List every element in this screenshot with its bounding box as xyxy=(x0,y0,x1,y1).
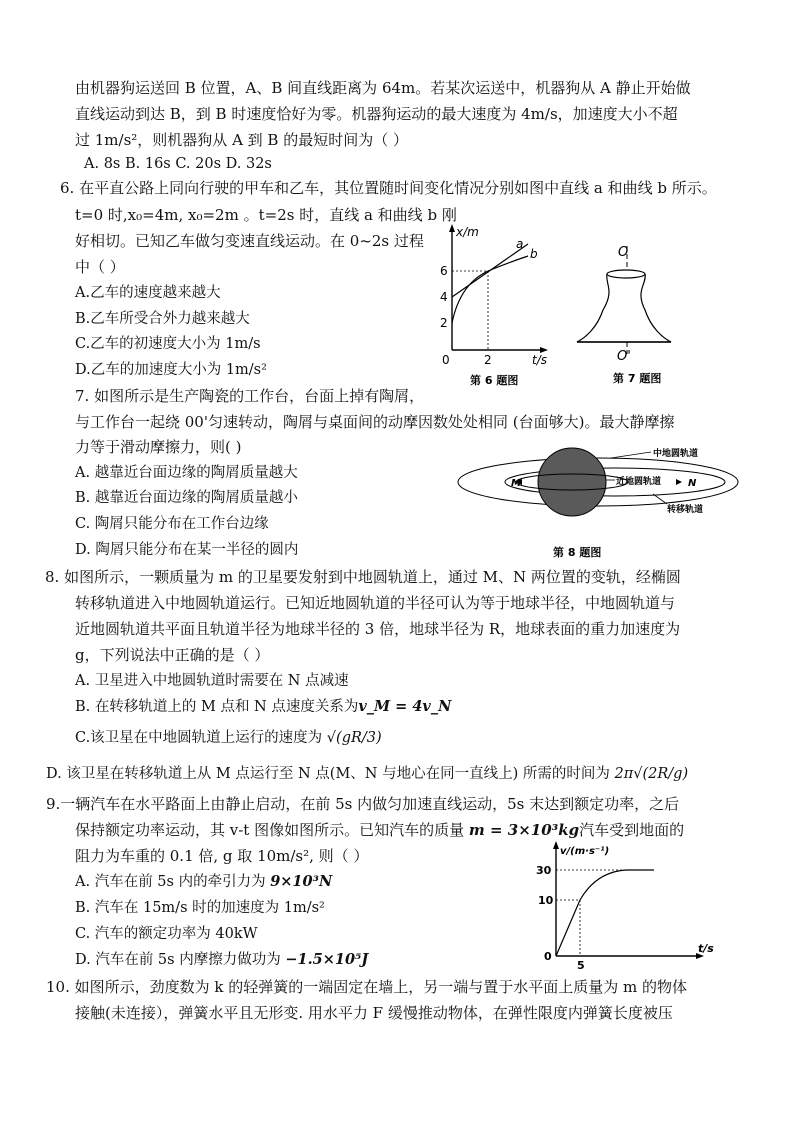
q6-option-c: C.乙车的初速度大小为 1m/s xyxy=(75,336,261,352)
vt-linear-segment xyxy=(556,900,580,956)
q8-option-b-formula: v_M = 4v_N xyxy=(358,698,452,715)
q8-option-b-text: B. 在转移轨道上的 M 点和 N 点速度关系为 xyxy=(75,699,359,715)
q8-line-4: g，下列说法中正确的是（ ） xyxy=(75,646,270,664)
q9-line-1: 9.一辆汽车在水平路面上由静止启动，在前 5s 内做匀加速直线运动，5s 末达到额定功率，之后 xyxy=(46,795,680,813)
t-tick-0: 0 xyxy=(544,950,552,963)
label-a: a xyxy=(516,237,524,251)
q7-option-a: A. 越靠近台面边缘的陶屑质量越大 xyxy=(75,465,298,481)
v-tick-10: 10 xyxy=(538,894,554,907)
q8-option-c-text: C.该卫星在中地圆轨道上运行的速度为 xyxy=(75,730,323,746)
figure-7-caption: 第 7 题图 xyxy=(613,372,662,385)
q9-option-a xyxy=(75,872,332,892)
figure-9-vt-graph xyxy=(528,838,718,974)
label-n: N xyxy=(688,478,697,489)
q8-line-2: 转移轨道进入中地圆轨道运行。已知近地圆轨道的半径可认为等于地球半径，中地圆轨道与 xyxy=(75,594,676,612)
q8-option-d-formula: 2π√(2R/g) xyxy=(614,766,689,782)
label-transfer-orbit: 转移轨道 xyxy=(667,505,704,515)
t-axis-label: t/s xyxy=(698,942,714,955)
q6-line-4: 中（ ） xyxy=(75,258,125,276)
q8-option-c-formula: √(gR/3) xyxy=(326,730,382,746)
q6-option-b: B.乙车所受合外力越来越大 xyxy=(75,311,250,327)
q9-option-d-formula: −1.5×10⁵J xyxy=(285,951,369,968)
q6-option-a: A.乙车的速度越来越大 xyxy=(75,285,221,301)
label-o: O xyxy=(618,245,629,260)
y-tick-2: 2 xyxy=(440,316,448,330)
q9-line-2-tail: 汽车受到地面的 xyxy=(579,821,685,839)
x-axis-label: t/s xyxy=(532,353,547,367)
q9-option-a-formula: 9×10³N xyxy=(270,873,333,890)
q10-line-1: 10. 如图所示，劲度数为 k 的轻弹簧的一端固定在墙上，另一端与置于水平面上质量为 m 的物体 xyxy=(46,978,688,996)
q5-options: A. 8s B. 16s C. 20s D. 32s xyxy=(84,156,272,172)
q8-line-1: 8. 如图所示，一颗质量为 m 的卫星要发射到中地圆轨道上，通过 M、N 两位置的变轨，经椭圆 xyxy=(45,568,681,586)
q6-line-3: 好相切。已知乙车做匀变速直线运动。在 0~2s 过程 xyxy=(75,232,424,250)
q9-option-d-text: D. 汽车在前 5s 内摩擦力做功为 xyxy=(75,952,281,968)
wheel-body xyxy=(577,274,671,342)
label-m: M xyxy=(511,478,521,489)
figure-8-caption: 第 8 题图 xyxy=(553,546,602,559)
figure-8-orbits xyxy=(453,446,743,562)
wheel-top xyxy=(607,270,645,278)
figure-6-caption: 第 6 题图 xyxy=(470,374,519,387)
t-tick-5: 5 xyxy=(577,959,585,972)
q8-option-b xyxy=(75,697,451,717)
q6-option-d: D.乙车的加速度大小为 1m/s² xyxy=(75,362,267,378)
leader-mid xyxy=(611,452,651,458)
q10-line-2: 接触(未连接），弹簧水平且无形变. 用水平力 F 缓慢推动物体，在弹性限度内弹簧长度被压 xyxy=(75,1004,673,1022)
leader-transfer xyxy=(653,494,667,504)
q9-line-2-text: 保持额定功率运动，其 v-t 图像如图所示。已知汽车的质量 xyxy=(75,821,465,839)
q9-option-a-text: A. 汽车在前 5s 内的牵引力为 xyxy=(75,874,266,890)
x-tick-2: 2 xyxy=(484,353,492,367)
y-axis-arrow xyxy=(449,224,455,232)
q7-option-d: D. 陶屑只能分布在某一半径的圆内 xyxy=(75,542,299,558)
q7-line-2: 与工作台一起绕 00'匀速转动，陶屑与桌面间的动摩因数处处相同 (台面够大)。最大静摩擦 xyxy=(75,413,675,431)
x-tick-0: 0 xyxy=(442,353,450,367)
q5-line-2: 直线运动到达 B，到 B 时速度恰好为零。机器狗运动的最大速度为 4m/s，加速度大小不超 xyxy=(75,105,678,123)
q7-line-1: 7. 如图所示是生产陶瓷的工作台，台面上掉有陶屑， xyxy=(75,387,425,405)
vt-curve-segment xyxy=(580,870,626,900)
earth xyxy=(538,448,606,516)
q7-option-b: B. 越靠近台面边缘的陶屑质量越小 xyxy=(75,490,298,506)
figure-7-pottery-wheel xyxy=(575,236,685,388)
y-tick-6: 6 xyxy=(440,264,448,278)
q6-line-1: 6. 在平直公路上同向行驶的甲车和乙车，其位置随时间变化情况分别如图中直线 a 和曲线 b 所示。 xyxy=(60,179,717,197)
q6-line-2: t=0 时,x₀=4m, x₀=2m 。t=2s 时，直线 a 和曲线 b 刚 xyxy=(75,206,457,224)
y-tick-4: 4 xyxy=(440,290,448,304)
q9-line-2 xyxy=(75,820,684,840)
q8-option-d-text: D. 该卫星在转移轨道上从 M 点运行至 N 点(M、N 与地心在同一直线上) 所需的时间为 xyxy=(46,766,610,782)
q9-option-d xyxy=(75,950,368,970)
q5-line-3: 过 1m/s²，则机器狗从 A 到 B 的最短时间为（ ） xyxy=(75,131,408,149)
q8-option-c xyxy=(75,728,382,748)
y-axis-label: x/m xyxy=(456,225,479,239)
label-mid-orbit: 中地圆轨道 xyxy=(653,449,699,459)
q9-option-b: B. 汽车在 15m/s 时的加速度为 1m/s² xyxy=(75,900,325,916)
q8-option-d xyxy=(46,764,688,784)
q8-option-a: A. 卫星进入中地圆轨道时需要在 N 点减速 xyxy=(75,673,349,689)
label-near-orbit: 近地圆轨道 xyxy=(616,477,662,487)
v-axis-label: v/(m·s⁻¹) xyxy=(560,846,610,857)
n-arrow xyxy=(676,479,682,485)
q7-line-3: 力等于滑动摩擦力，则( ) xyxy=(75,438,242,456)
q7-option-c: C. 陶屑只能分布在工作台边缘 xyxy=(75,516,269,532)
q9-line-3: 阻力为车重的 0.1 倍, g 取 10m/s², 则（ ） xyxy=(75,847,369,865)
figure-6-xt-graph xyxy=(432,222,558,392)
label-o-prime: O' xyxy=(617,349,631,364)
v-axis-arrow xyxy=(553,841,559,849)
q8-line-3: 近地圆轨道共平面且轨道半径为地球半径的 3 倍，地球半径为 R，地球表面的重力加速度为 xyxy=(75,620,681,638)
q9-mass-formula: m = 3×10³kg xyxy=(468,821,580,839)
q5-line-1: 由机器狗运送回 B 位置，A、B 间直线距离为 64m。若某次运送中，机器狗从 A 静止开始做 xyxy=(75,79,691,97)
q9-option-c: C. 汽车的额定功率为 40kW xyxy=(75,926,258,942)
v-tick-30: 30 xyxy=(536,864,552,877)
label-b: b xyxy=(530,247,538,261)
